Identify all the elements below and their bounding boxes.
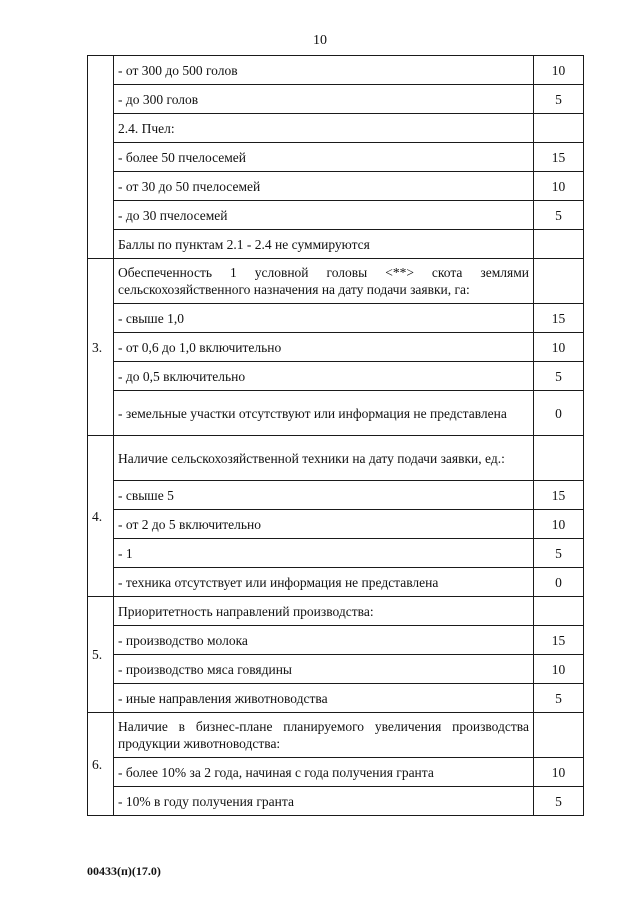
table-body — [88, 56, 584, 816]
criterion-score: 10 — [534, 172, 584, 201]
table-row — [88, 259, 584, 304]
table-row — [88, 56, 584, 85]
criterion-score: 10 — [534, 655, 584, 684]
criterion-text: - до 30 пчелосемей — [114, 201, 534, 230]
table-row — [88, 568, 584, 597]
criterion-text: Приоритетность направлений производства: — [114, 597, 534, 626]
criterion-score: 5 — [534, 362, 584, 391]
table-row — [88, 787, 584, 816]
criterion-text: - более 50 пчелосемей — [114, 143, 534, 172]
table-row — [88, 758, 584, 787]
criterion-text: Наличие в бизнес-плане планируемого увеличения производства продукции животноводства: — [114, 713, 534, 758]
criterion-text: Баллы по пунктам 2.1 - 2.4 не суммируются — [114, 230, 534, 259]
criterion-text: - 10% в году получения гранта — [114, 787, 534, 816]
criterion-score — [534, 436, 584, 481]
table-row — [88, 626, 584, 655]
criterion-text: Наличие сельскохозяйственной техники на дату подачи заявки, ед.: — [114, 436, 534, 481]
criterion-score: 5 — [534, 787, 584, 816]
criterion-score: 5 — [534, 201, 584, 230]
criterion-score — [534, 713, 584, 758]
criterion-text: - свыше 1,0 — [114, 304, 534, 333]
row-number: 5. — [88, 597, 114, 713]
table-row — [88, 436, 584, 481]
criterion-score: 0 — [534, 391, 584, 436]
criterion-score — [534, 114, 584, 143]
criterion-score: 10 — [534, 510, 584, 539]
table-row — [88, 172, 584, 201]
table-row — [88, 85, 584, 114]
criterion-score: 0 — [534, 568, 584, 597]
table-row — [88, 114, 584, 143]
criterion-score: 15 — [534, 143, 584, 172]
criterion-score: 5 — [534, 539, 584, 568]
table-row — [88, 481, 584, 510]
table-row — [88, 143, 584, 172]
criterion-text: - производство мяса говядины — [114, 655, 534, 684]
criterion-score: 10 — [534, 56, 584, 85]
criterion-score: 10 — [534, 758, 584, 787]
row-number — [88, 56, 114, 259]
criterion-text: - производство молока — [114, 626, 534, 655]
criterion-text: - свыше 5 — [114, 481, 534, 510]
criterion-text: - иные направления животноводства — [114, 684, 534, 713]
table-row — [88, 201, 584, 230]
table-row — [88, 362, 584, 391]
criterion-text: 2.4. Пчел: — [114, 114, 534, 143]
criterion-score: 5 — [534, 684, 584, 713]
criterion-text: Обеспеченность 1 условной головы <**> скота землями сельскохозяйственного назначения на дату подачи заявки, га: — [114, 259, 534, 304]
criterion-text: - до 0,5 включительно — [114, 362, 534, 391]
criterion-text: - земельные участки отсутствуют или информация не представлена — [114, 391, 534, 436]
criterion-text: - техника отсутствует или информация не представлена — [114, 568, 534, 597]
table-row — [88, 713, 584, 758]
criterion-text: - более 10% за 2 года, начиная с года получения гранта — [114, 758, 534, 787]
criterion-score: 15 — [534, 626, 584, 655]
table-row — [88, 510, 584, 539]
scoring-criteria-table — [87, 55, 584, 816]
criterion-score — [534, 259, 584, 304]
page-number: 10 — [313, 33, 327, 48]
row-number: 3. — [88, 259, 114, 436]
table-row — [88, 333, 584, 362]
criterion-score: 15 — [534, 481, 584, 510]
criterion-score — [534, 597, 584, 626]
table-row — [88, 655, 584, 684]
table-row — [88, 391, 584, 436]
criterion-score: 10 — [534, 333, 584, 362]
table-row — [88, 539, 584, 568]
criterion-score: 15 — [534, 304, 584, 333]
criterion-text: - от 300 до 500 голов — [114, 56, 534, 85]
criterion-text: - от 0,6 до 1,0 включительно — [114, 333, 534, 362]
criterion-text: - до 300 голов — [114, 85, 534, 114]
criterion-score: 5 — [534, 85, 584, 114]
criterion-score — [534, 230, 584, 259]
criterion-text: - 1 — [114, 539, 534, 568]
table-row — [88, 230, 584, 259]
row-number: 6. — [88, 713, 114, 816]
document-code: 00433(п)(17.0) — [87, 864, 161, 878]
criterion-text: - от 2 до 5 включительно — [114, 510, 534, 539]
table-row — [88, 684, 584, 713]
criterion-text: - от 30 до 50 пчелосемей — [114, 172, 534, 201]
row-number: 4. — [88, 436, 114, 597]
table-row — [88, 597, 584, 626]
table-row — [88, 304, 584, 333]
